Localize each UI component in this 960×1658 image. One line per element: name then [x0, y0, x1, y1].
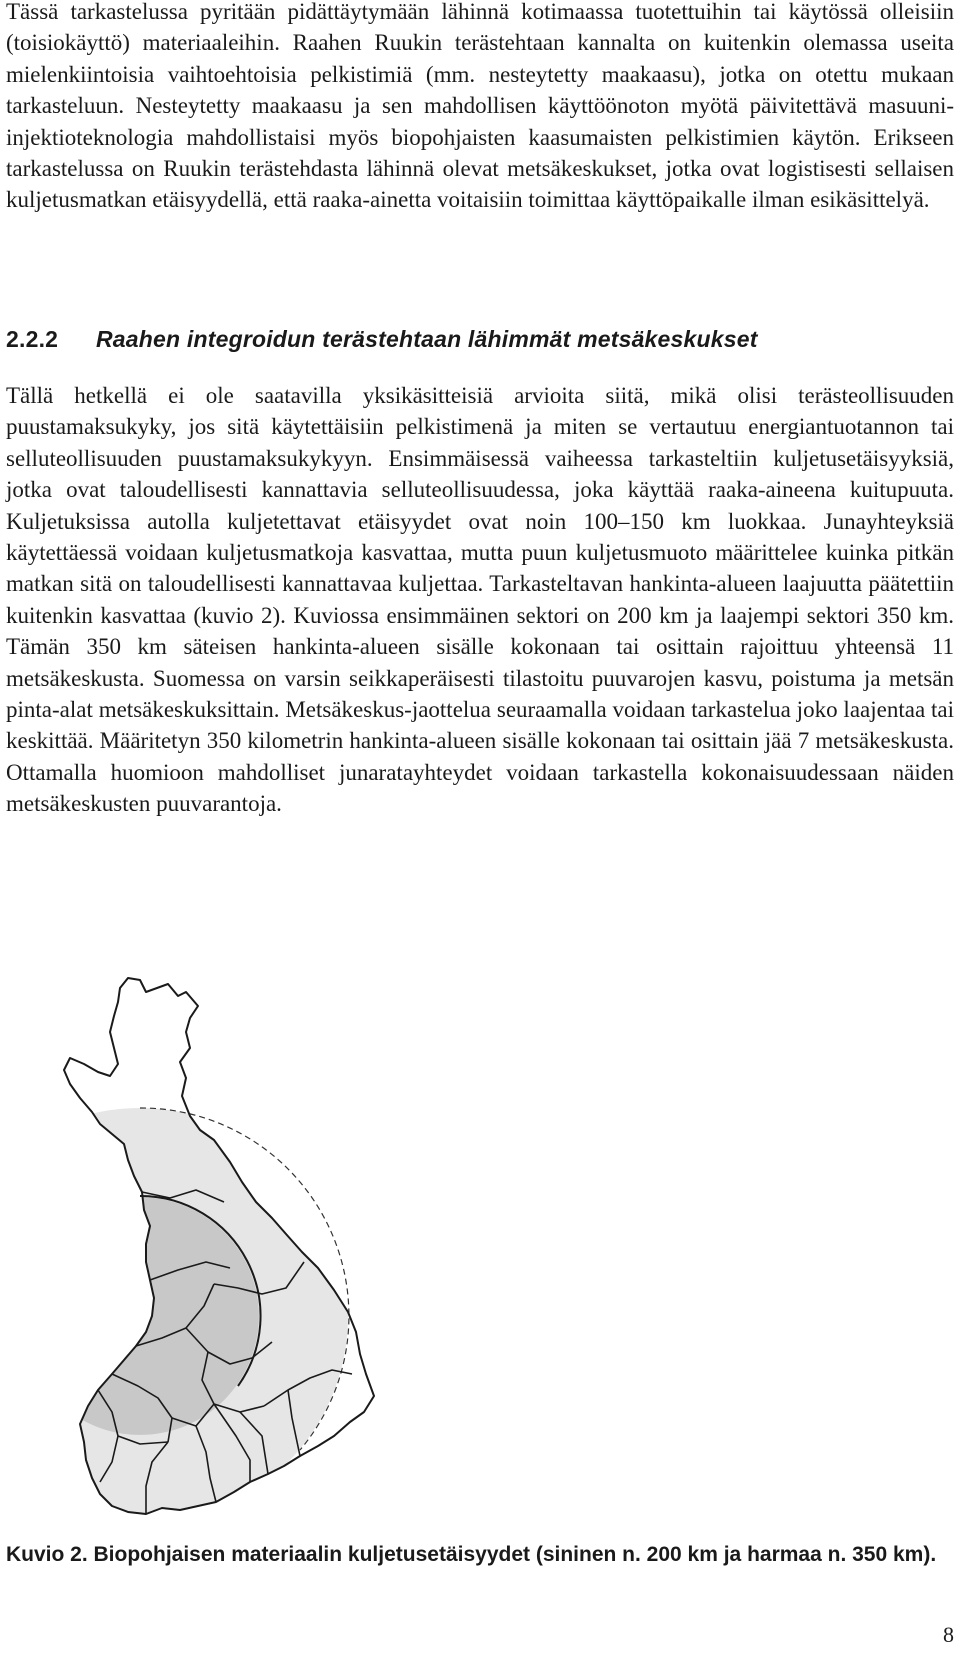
- section-title: Raahen integroidun terästehtaan lähimmät metsäkeskukset: [96, 326, 758, 352]
- inner-200km-sector: [21, 1197, 259, 1435]
- main-paragraph: Tällä hetkellä ei ole saatavilla yksikäsitteisiä arvioita siitä, mikä olisi terästeollisuuden puustamaksukyky, jos sitä käytettäisiin pelkistimenä ja miten se vertautuu energiantuotannon tai selluteollisuuden puustamaksukykyyn. Ensimmäisessä vaiheessa tarkasteltiin kuljetusetäisyyksiä, jotka ovat taloudellisesti kannattavia selluteollisuudessa, joka käyttää raaka-aineena kuitupuuta. Kuljetuksissa autolla kuljetettavat etäisyydet ovat noin 100–150 km luokkaa. Junayhteyksiä käytettäessä voidaan kuljetusmatkoja kasvattaa, mutta puun kuljetusmuoto määrittelee kuinka pitkän matkan sitä on taloudellisesti kannattavaa kuljettaa. Tarkasteltavan hankinta-alueen laajuutta päätettiin kuitenkin kasvattaa (kuvio 2). Kuviossa ensimmäinen sektori on 200 km ja laajempi sektori 350 km. Tämän 350 km säteisen hankinta-alueen sisälle kokonaan tai osittain rajoittuu yhteensä 11 metsäkeskusta. Suomessa on varsin seikkaperäisesti tilastoitu puuvarojen kasvu, poistuma ja metsän pinta-alat metsäkeskuksittain. Metsäkeskus-jaottelua seuraamalla voidaan tarkastelua joko laajentaa tai keskittää. Määritetyn 350 kilometrin hankinta-alueen sisälle kokonaan tai osittain jää 7 metsäkeskusta. Ottamalla huomioon mahdolliset junaratayhteydet voidaan tarkastella kokonaisuudessaan näiden metsäkeskusten puuvarantoja.: [6, 383, 954, 817]
- finland-map-figure: [0, 966, 480, 1566]
- intro-paragraph: Tässä tarkastelussa pyritään pidättäytymään lähinnä kotimaassa tuotettuihin tai käytössä olleisiin (toisiokäyttö) materiaaleihin. Raahen Ruukin terästehtaan kannalta on kuitenkin olemassa useita mielenkiintoisia vaihtoehtoisia pelkistimiä (mm. nesteytetty maakaasu), jotka on otettu mukaan tarkasteluun. Nesteytetty maakaasu ja sen mahdollisen käyttöönoton myötä päivitettävä masuuni-injektioteknologia mahdollistaisi myös biopohjaisten kaasumaisten pelkistimien käytön. Erikseen tarkastelussa on Ruukin terästehdasta lähinnä olevat metsäkeskukset, jotka ovat logistisesti sellaisen kuljetusmatkan etäisyydellä, että raaka-ainetta voitaisiin toimittaa käyttöpaikalle ilman esikäsittelyä.: [6, 0, 954, 213]
- page-number: 8: [943, 1622, 954, 1647]
- section-heading: [6, 326, 758, 353]
- figure-caption: Kuvio 2. Biopohjaisen materiaalin kuljetusetäisyydet (sininen n. 200 km ja harmaa n. 350 km).: [6, 1543, 937, 1566]
- section-number: 2.2.2: [6, 326, 59, 352]
- distance-sectors: [0, 1108, 348, 1524]
